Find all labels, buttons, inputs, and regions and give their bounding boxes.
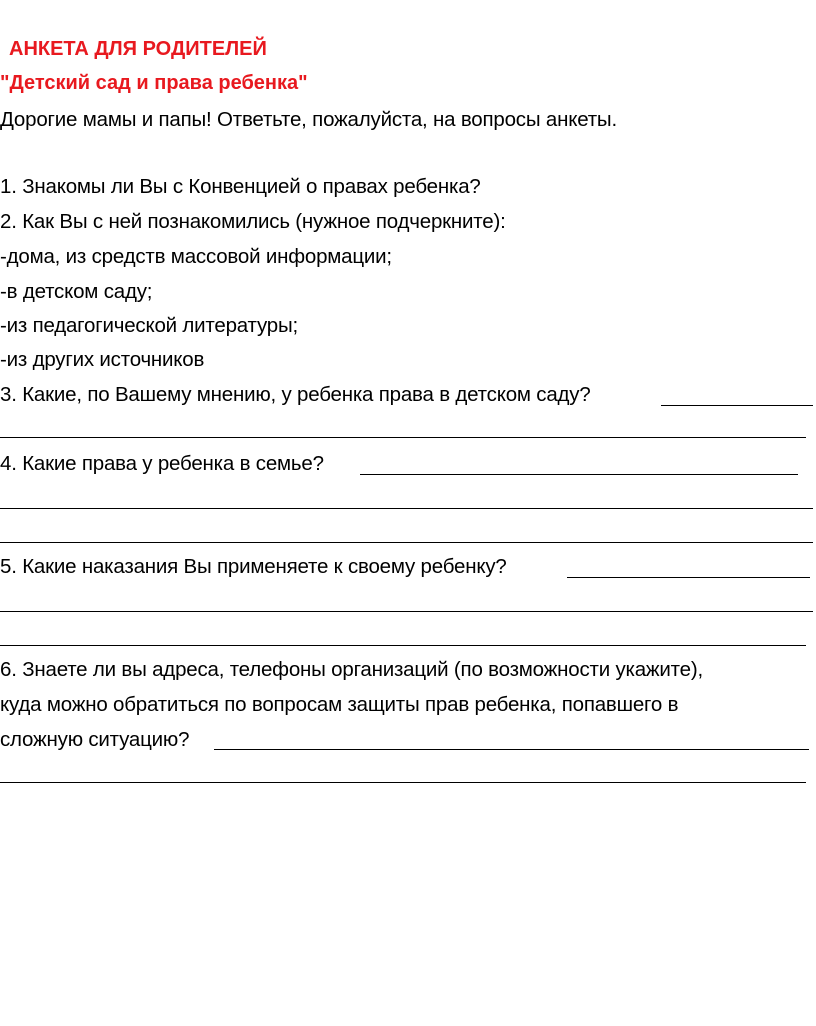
question-2-option: -из педагогической литературы; bbox=[0, 314, 299, 337]
document-title: АНКЕТА ДЛЯ РОДИТЕЛЕЙ bbox=[9, 38, 267, 60]
question-6-line: 6. Знаете ли вы адреса, телефоны организаций (по возможности укажите), bbox=[0, 658, 703, 681]
question-6-line: сложную ситуацию? bbox=[0, 728, 190, 751]
question-4: 4. Какие права у ребенка в семье? bbox=[0, 452, 324, 475]
question-1: 1. Знакомы ли Вы с Конвенцией о правах ребенка? bbox=[0, 175, 481, 198]
answer-line bbox=[0, 611, 813, 612]
answer-line bbox=[360, 474, 798, 475]
question-3: 3. Какие, по Вашему мнению, у ребенка права в детском саду? bbox=[0, 383, 591, 406]
question-2: 2. Как Вы с ней познакомились (нужное подчеркните): bbox=[0, 210, 506, 233]
question-2-option: -дома, из средств массовой информации; bbox=[0, 245, 392, 268]
question-6-line: куда можно обратиться по вопросам защиты прав ребенка, попавшего в bbox=[0, 693, 679, 716]
document-subtitle: "Детский сад и права ребенка" bbox=[0, 72, 308, 94]
answer-line bbox=[0, 437, 806, 438]
question-2-option: -в детском саду; bbox=[0, 280, 153, 303]
answer-line bbox=[661, 405, 813, 406]
answer-line bbox=[0, 542, 813, 543]
intro-text: Дорогие мамы и папы! Ответьте, пожалуйста, на вопросы анкеты. bbox=[0, 108, 617, 131]
answer-line bbox=[0, 645, 806, 646]
question-5: 5. Какие наказания Вы применяете к своему ребенку? bbox=[0, 555, 507, 578]
answer-line bbox=[214, 749, 809, 750]
answer-line bbox=[0, 782, 806, 783]
answer-line bbox=[567, 577, 810, 578]
question-2-option: -из других источников bbox=[0, 348, 205, 371]
answer-line bbox=[0, 508, 813, 509]
